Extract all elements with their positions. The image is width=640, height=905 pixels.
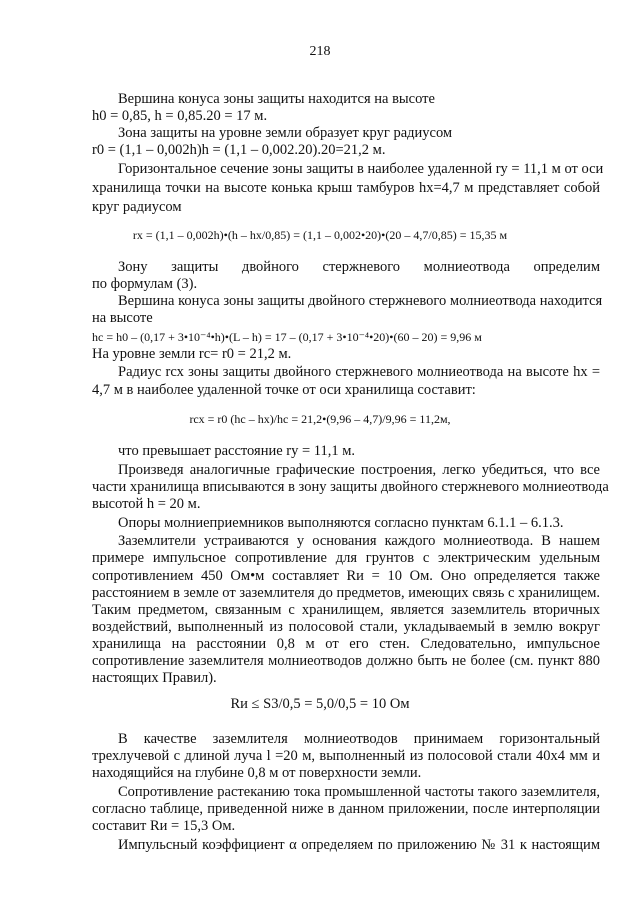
formula-rx: rх = (1,1 – 0,002h)•(h – hх/0,85) = (1,1 – 0,002•20)•(20 – 4,7/0,85) = 15,35 м xyxy=(132,228,508,242)
text-line: по формулам (3). xyxy=(92,276,198,292)
text-line: части хранилища вписываются в зону защиты двойного стержневого молниеотвода xyxy=(92,479,609,495)
text-line: Таким предметом, связанным с хранилищем, является заземлитель вторичных xyxy=(92,602,600,618)
text-line: Горизонтальное сечение зоны защиты в наиболее удаленной rу = 11,1 м от оси xyxy=(118,161,604,177)
page-number: 218 xyxy=(309,44,331,59)
text-line: Опоры молниеприемников выполняются согласно пунктам 6.1.1 – 6.1.3. xyxy=(118,515,564,531)
text-line: Импульсный коэффициент α определяем по приложению № 31 к настоящим xyxy=(118,837,600,853)
text-line: хранилища на расстоянии 0,8 м от его стен. Следовательно, импульсное xyxy=(92,636,600,652)
text-line: Произведя аналогичные графические построения, легко убедиться, что все xyxy=(118,462,600,478)
text-line: высотой h = 20 м. xyxy=(92,496,201,512)
text-line: Заземлители устраиваются у основания каждого молниеотвода. В нашем xyxy=(118,533,600,549)
text-line: На уровне земли rc= r0 = 21,2 м. xyxy=(92,346,292,362)
text-line: трехлучевой с длиной луча l =20 м, выполненный из полосовой стали 40х4 мм и xyxy=(92,748,600,764)
formula-hc: hс = h0 – (0,17 + 3•10⁻⁴•h)•(L – h) = 17 – (0,17 + 3•10⁻⁴•20)•(60 – 20) = 9,96 м xyxy=(92,330,482,344)
text-line: В качестве заземлителя молниеотводов принимаем горизонтальный xyxy=(118,731,600,747)
formula-rcx: rсх = r0 (hс – hх)/hс = 21,2•(9,96 – 4,7)/9,96 = 11,2м, xyxy=(189,412,451,426)
text-line: Зону защиты двойного стержневого молниеотвода определим xyxy=(118,259,600,275)
text-line: составит Rи = 15,3 Ом. xyxy=(92,818,236,834)
text-line: 4,7 м в наиболее удаленной точке от оси хранилища составит: xyxy=(92,382,476,398)
text-line: находящийся на глубине 0,8 м от поверхности земли. xyxy=(92,765,422,781)
text-line: что превышает расстояние rу = 11,1 м. xyxy=(118,443,356,459)
text-line: круг радиусом xyxy=(92,199,182,215)
text-line: Радиус rсх зоны защиты двойного стержневого молниеотвода на высоте hх = xyxy=(118,364,600,380)
text-line: сопротивление заземлителя молниеотводов должно быть не более (см. пункт 880 xyxy=(92,653,600,669)
text-line: воздействий, выполненный из полосовой стали, укладываемый в землю вокруг xyxy=(92,619,600,635)
text-line: расстоянием в земле от заземлителя до предметов, имеющих связь с хранилищем. xyxy=(92,585,600,601)
text-line: Вершина конуса зоны защиты двойного стержневого молниеотвода находится xyxy=(118,293,603,309)
text-line: хранилища точки на высоте конька крыш тамбуров hх=4,7 м представляет собой xyxy=(92,180,600,196)
text-line: согласно таблице, приведенной ниже в данном приложении, после интерполяции xyxy=(92,801,600,817)
text-line: примере импульсное сопротивление для грунтов с электрическим удельным xyxy=(92,550,600,566)
text-line: сопротивлением 450 Ом•м составляет Rи = 10 Ом. Оно определяется также xyxy=(92,568,600,584)
text-line: Вершина конуса зоны защиты находится на высоте xyxy=(118,91,435,107)
text-line: r0 = (1,1 – 0,002h)h = (1,1 – 0,002.20).20=21,2 м. xyxy=(92,142,386,158)
formula-ri: Rи ≤ S3/0,5 = 5,0/0,5 = 10 Ом xyxy=(230,696,410,712)
text-line: Зона защиты на уровне земли образует круг радиусом xyxy=(118,125,453,141)
text-line: Сопротивление растеканию тока промышленной частоты такого заземлителя, xyxy=(118,784,600,800)
text-line: h0 = 0,85, h = 0,85.20 = 17 м. xyxy=(92,108,268,124)
text-line: настоящих Правил). xyxy=(92,670,217,686)
text-line: на высоте xyxy=(92,310,153,326)
